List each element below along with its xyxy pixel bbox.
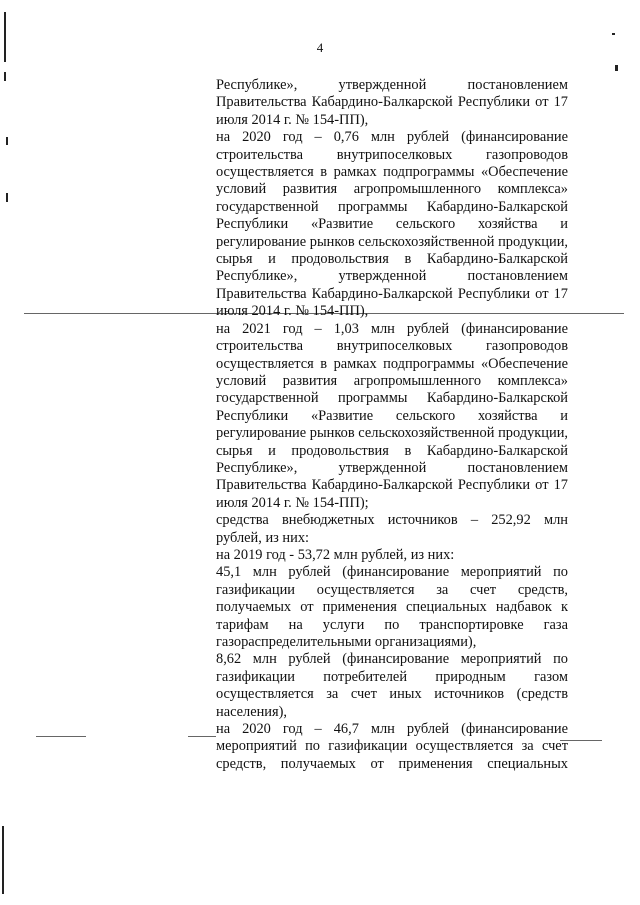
paragraph: средства внебюджетных источников – 252,92 млн рублей, из них: <box>216 512 568 546</box>
paragraph: на 2019 год - 53,72 млн рублей, из них: <box>216 546 455 563</box>
scan-mark <box>6 137 8 145</box>
scan-mark <box>612 33 615 35</box>
scan-mark <box>4 72 6 81</box>
paragraph: Республике», утвержденной постановлением Правительства Кабардино-Балкарской Республики от 17 июля 2014 г. № 154-ПП), <box>216 77 568 128</box>
scan-mark <box>6 193 8 202</box>
paragraph: на 2020 год – 46,7 млн рублей (финансирование мероприятий по газификации осуществляется за счет средств, получаемых от применения специальных <box>216 721 568 772</box>
scan-line <box>188 736 216 737</box>
scan-mark <box>2 826 4 894</box>
page-number: 4 <box>316 40 324 55</box>
paragraph: на 2020 год – 0,76 млн рублей (финансирование строительства внутрипоселковых газопроводов осуществляется в рамках подпрограммы «Обеспечение условий развития агропромышленного комплекса» государственной программы Кабардино-Балкарской Республики «Развитие сельского хозяйства и регулирование рынков сельскохозяйственной продукции, сырья и продовольствия в Кабардино-Балкарской Республике», утвержденной постановлением Правительства Кабардино-Балкарской Республики от 17 июля 2014 г. № 154-ПП), <box>216 129 568 320</box>
paragraph: 8,62 млн рублей (финансирование мероприятий по газификации потребителей природным газом осуществляется за счет иных источников (средств населения), <box>216 651 568 720</box>
scan-line <box>36 736 86 737</box>
paragraph: на 2021 год – 1,03 млн рублей (финансирование строительства внутрипоселковых газопроводов осуществляется в рамках подпрограммы «Обеспечение условий развития агропромышленного комплекса» государственной программы Кабардино-Балкарской Республики «Развитие сельского хозяйства и регулирование рынков сельскохозяйственной продукции, сырья и продовольствия в Кабардино-Балкарской Республике», утвержденной постановлением Правительства Кабардино-Балкарской Республики от 17 июля 2014 г. № 154-ПП); <box>216 320 568 511</box>
paragraph: 45,1 млн рублей (финансирование мероприятий по газификации осуществляется за счет средств, получаемых от применения специальных надбавок к тарифам на услуги по транспортировке газа газораспределительными организациями), <box>216 564 568 650</box>
document-body <box>216 77 568 773</box>
scan-mark <box>615 65 618 71</box>
